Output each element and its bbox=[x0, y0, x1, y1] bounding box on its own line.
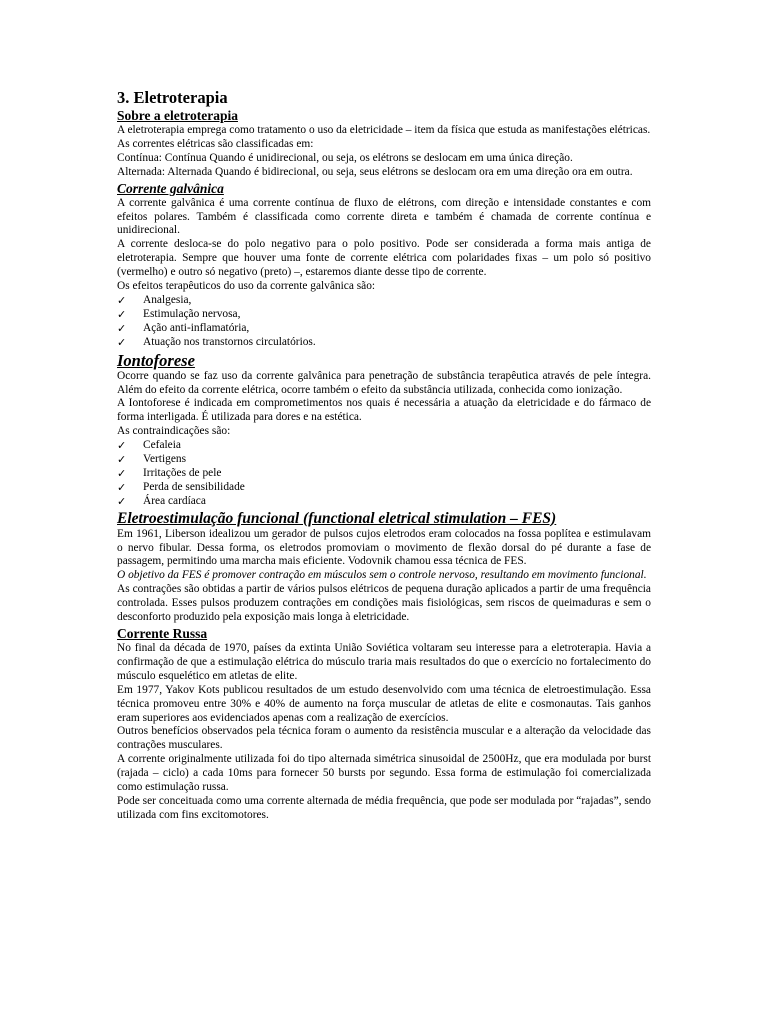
paragraph: As contrações são obtidas a partir de vários pulsos elétricos de pequena duração aplicados a partir de uma frequência controlada. Esses pulsos produzem contrações em condições mais fisiológicas, sem riscos de queimaduras e sem o desconforto produzido pela exposição mais longa à eletricidade. bbox=[117, 583, 651, 624]
list-item-text: Vertigens bbox=[143, 453, 187, 466]
list-item bbox=[117, 294, 651, 308]
paragraph: Os efeitos terapêuticos do uso da corrente galvânica são: bbox=[117, 280, 376, 293]
paragraph: Em 1961, Liberson idealizou um gerador de pulsos cujos eletrodos eram colocados na fossa poplítea e estimulavam o nervo fibular. Dessa forma, os eletrodos promoviam o movimento de flexão dorsal do pé durante a fase de passagem, permitindo uma marcha mais eficiente. Vodovnik chamou essa técnica de FES. bbox=[117, 527, 651, 568]
checkmark-icon: ✓ bbox=[117, 480, 127, 494]
checkmark-icon: ✓ bbox=[117, 293, 127, 307]
checkmark-icon: ✓ bbox=[117, 335, 127, 349]
list-item bbox=[117, 308, 651, 322]
paragraph: A eletroterapia emprega como tratamento o uso da eletricidade – item da física que estuda as manifestações elétricas. bbox=[117, 124, 651, 136]
list-item bbox=[117, 495, 651, 509]
list-item-text: Atuação nos transtornos circulatórios. bbox=[143, 335, 316, 348]
paragraph: A corrente originalmente utilizada foi do tipo alternada simétrica sinusoidal de 2500Hz, que era modulada por burst (rajada – ciclo) a cada 10ms para fornecer 50 bursts por segundo. Essa forma de estimulação foi comercializada como estimulação russa. bbox=[117, 753, 651, 794]
paragraph: Contínua: Contínua Quando é unidirecional, ou seja, os elétrons se deslocam em uma única direção. bbox=[117, 151, 573, 164]
paragraph: Outros benefícios observados pela técnica foram o aumento da resistência muscular e a alteração da velocidade das contrações musculares. bbox=[117, 725, 651, 752]
checkmark-icon: ✓ bbox=[117, 466, 127, 480]
section-title: 3. Eletroterapia bbox=[117, 88, 228, 107]
list-item-text: Cefaleia bbox=[143, 439, 181, 452]
paragraph: As correntes elétricas são classificadas em: bbox=[117, 137, 314, 150]
checkmark-icon: ✓ bbox=[117, 453, 127, 467]
list-item-text: Estimulação nervosa, bbox=[143, 307, 241, 320]
heading-corrente-galvanica: Corrente galvânica bbox=[117, 180, 224, 196]
heading-corrente-russa: Corrente Russa bbox=[117, 626, 208, 641]
paragraph: A corrente desloca-se do polo negativo para o polo positivo. Pode ser considerada a forma mais antiga de eletroterapia. Sempre que houver uma fonte de corrente elétrica com polaridades fixas – um polo só positivo (vermelho) e outro só negativo (preto) –, estaremos diante desse tipo de corrente. bbox=[117, 238, 651, 279]
list-item bbox=[117, 322, 651, 336]
list-item bbox=[117, 336, 651, 350]
effects-list bbox=[117, 294, 651, 350]
list-item-text: Perda de sensibilidade bbox=[143, 480, 245, 493]
heading-iontoforese: Iontoforese bbox=[117, 350, 195, 370]
paragraph: No final da década de 1970, países da extinta União Soviética voltaram seu interesse para a eletroterapia. Havia a confirmação de que a estimulação elétrica do músculo traria mais resultados do que o exercício no fortalecimento do músculo esquelético em atletas de elite. bbox=[117, 642, 651, 682]
list-item bbox=[117, 467, 651, 481]
contraindications-list bbox=[117, 439, 651, 509]
paragraph: Alternada: Alternada Quando é bidirecional, ou seja, seus elétrons se deslocam ora em uma direção ora em outra. bbox=[117, 165, 633, 178]
paragraph: Em 1977, Yakov Kots publicou resultados de um estudo desenvolvido com uma técnica de eletroestimulação. Essa técnica promoveu entre 30% e 40% de aumento na força muscular de atletas de elite e cosmonautas. Tais ganhos eram superiores aos evidenciados apenas com a realização de exercícios. bbox=[117, 683, 651, 724]
paragraph: A corrente galvânica é uma corrente contínua de fluxo de elétrons, com direção e intensidade constantes e com efeitos polares. Também é classificada como corrente direta e também é chamada de corrente contínua e unidirecional. bbox=[117, 196, 651, 237]
paragraph: Ocorre quando se faz uso da corrente galvânica para penetração de substância terapêutica através de pele íntegra. Além do efeito da corrente elétrica, ocorre também o efeito da substância utilizada, conhecida como ionização. bbox=[117, 369, 651, 396]
list-item bbox=[117, 439, 651, 453]
paragraph-italic: O objetivo da FES é promover contração em músculos sem o controle nervoso, resultando em movimento funcional. bbox=[117, 569, 647, 582]
list-item bbox=[117, 453, 651, 467]
paragraph: A Iontoforese é indicada em comprometimentos nos quais é necessária a atuação da eletricidade e do fármaco de forma interligada. É utilizada para dores e na estética. bbox=[117, 397, 651, 424]
list-item-text: Analgesia, bbox=[143, 293, 192, 306]
heading-sobre-eletroterapia: Sobre a eletroterapia bbox=[117, 108, 238, 123]
list-item-text: Ação anti-inflamatória, bbox=[143, 321, 250, 334]
paragraph: As contraindicações são: bbox=[117, 425, 231, 438]
checkmark-icon: ✓ bbox=[117, 494, 127, 508]
list-item-text: Irritações de pele bbox=[143, 466, 222, 479]
heading-fes: Eletroestimulação funcional (functional eletrical stimulation – FES) bbox=[117, 509, 557, 527]
list-item-text: Área cardíaca bbox=[143, 494, 206, 507]
list-item bbox=[117, 481, 651, 495]
checkmark-icon: ✓ bbox=[117, 439, 127, 453]
checkmark-icon: ✓ bbox=[117, 307, 127, 321]
checkmark-icon: ✓ bbox=[117, 321, 127, 335]
paragraph: Pode ser conceituada como uma corrente alternada de média frequência, que pode ser modulada por “rajadas”, sendo utilizada com fins excitomotores. bbox=[117, 794, 651, 821]
